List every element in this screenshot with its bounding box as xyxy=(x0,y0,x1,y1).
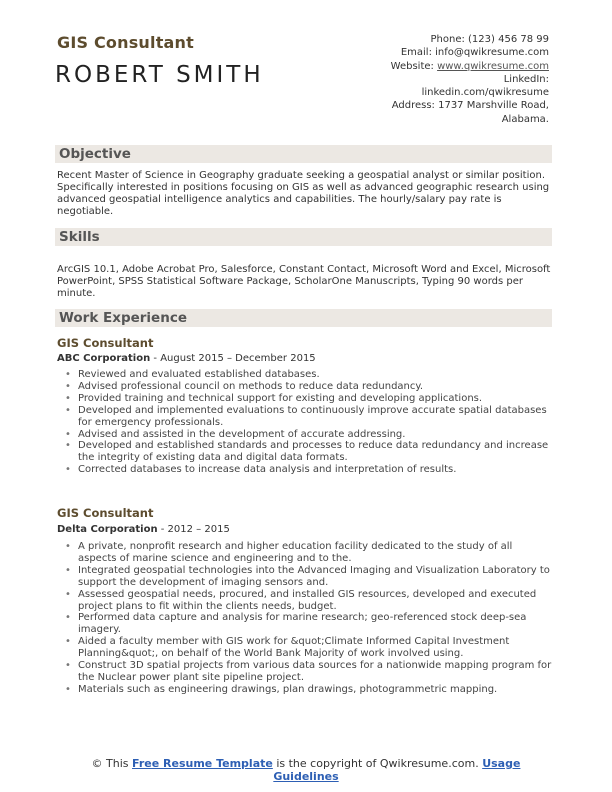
list-item: • Developed and established standards and processes to reduce data redundancy and increase the integrity of existing data and digital data formats. xyxy=(57,440,552,464)
list-item: • Advised professional council on methods to reduce data redundancy. xyxy=(57,381,552,393)
list-item: • Assessed geospatial needs, procured, and installed GIS resources, developed and executed project plans to fit within the clients needs, budget. xyxy=(57,589,552,613)
usage-guidelines-link[interactable]: Usage Guidelines xyxy=(273,757,521,783)
contact-phone: Phone: (123) 456 78 99 xyxy=(430,34,549,45)
objective-heading: Objective xyxy=(55,145,552,163)
list-item: • Developed and implemented evaluations to continuously improve accurate spatial databases for emergency professionals. xyxy=(57,405,552,429)
list-item: • Construct 3D spatial projects from various data sources for a nationwide mapping program for the Nuclear power plant site pipeline project. xyxy=(57,660,552,684)
skills-text: ArcGIS 10.1, Adobe Acrobat Pro, Salesforce, Constant Contact, Microsoft Word and Excel, Microsoft PowerPoint, SPSS Statistical Software Package, ScholarOne Manuscripts, Typing 90 words per minute. xyxy=(57,264,551,299)
job-1-title: GIS Consultant xyxy=(57,336,154,350)
job-2-company: Delta Corporation xyxy=(57,524,158,535)
website-link[interactable]: www.qwikresume.com xyxy=(437,60,549,72)
job-1-dates: - August 2015 – December 2015 xyxy=(150,353,316,364)
list-item: • Corrected databases to increase data analysis and interpretation of results. xyxy=(57,464,552,476)
list-item: • Aided a faculty member with GIS work for &quot;Climate Informed Capital Investment Planning&quot;, on behalf of the World Bank Majority of work involved using. xyxy=(57,636,552,660)
contact-website xyxy=(309,60,549,73)
contact-block xyxy=(309,33,549,126)
job-2-company-line xyxy=(57,524,230,535)
list-item: • Materials such as engineering drawings, plan drawings, photogrammetric mapping. xyxy=(57,684,552,696)
objective-text: Recent Master of Science in Geography graduate seeking a geospatial analyst or similar position. Specifically interested in positions focusing on GIS as well as advanced geographic research using advanced geospatial intelligence analytics and capabilities. The hourly/salary pay rate is negotiable. xyxy=(57,170,550,217)
list-item: • Integrated geospatial technologies into the Advanced Imaging and Visualization Laboratory to support the development of imaging sensors and. xyxy=(57,565,552,589)
linkedin-label: LinkedIn: xyxy=(503,73,549,85)
list-item: • Performed data capture and analysis for marine research; geo-referenced stock deep-sea imagery. xyxy=(57,612,552,636)
footer-middle: is the copyright of Qwikresume.com. xyxy=(272,757,483,770)
free-resume-template-link[interactable]: Free Resume Template xyxy=(132,757,273,770)
list-item: • Reviewed and evaluated established databases. xyxy=(57,369,552,381)
footer-prefix: © This xyxy=(91,757,133,770)
job-1-bullets xyxy=(57,369,552,476)
list-item: • A private, nonprofit research and higher education facility dedicated to the study of all aspects of marine science and engineering and to the. xyxy=(57,541,552,565)
website-label: Website: xyxy=(390,60,438,72)
skills-heading: Skills xyxy=(55,228,552,246)
candidate-name: ROBERT SMITH xyxy=(55,62,264,88)
contact-email: Email: info@qwikresume.com xyxy=(400,47,549,59)
job-2-bullets xyxy=(57,541,552,696)
job-1-company-line xyxy=(57,353,316,364)
work-experience-heading: Work Experience xyxy=(55,309,552,327)
job-2-title: GIS Consultant xyxy=(57,506,154,520)
linkedin-value: linkedin.com/qwikresume xyxy=(421,87,549,99)
address-line-2: Alabama. xyxy=(501,113,549,125)
list-item: • Advised and assisted in the development of accurate addressing. xyxy=(57,429,552,441)
address-line-1: Address: 1737 Marshville Road, xyxy=(391,100,549,112)
job-title: GIS Consultant xyxy=(57,33,194,52)
job-1-company: ABC Corporation xyxy=(57,353,151,364)
list-item: • Provided training and technical support for existing and developing applications. xyxy=(57,393,552,405)
footer xyxy=(60,757,552,783)
job-2-dates: - 2012 – 2015 xyxy=(157,524,230,535)
